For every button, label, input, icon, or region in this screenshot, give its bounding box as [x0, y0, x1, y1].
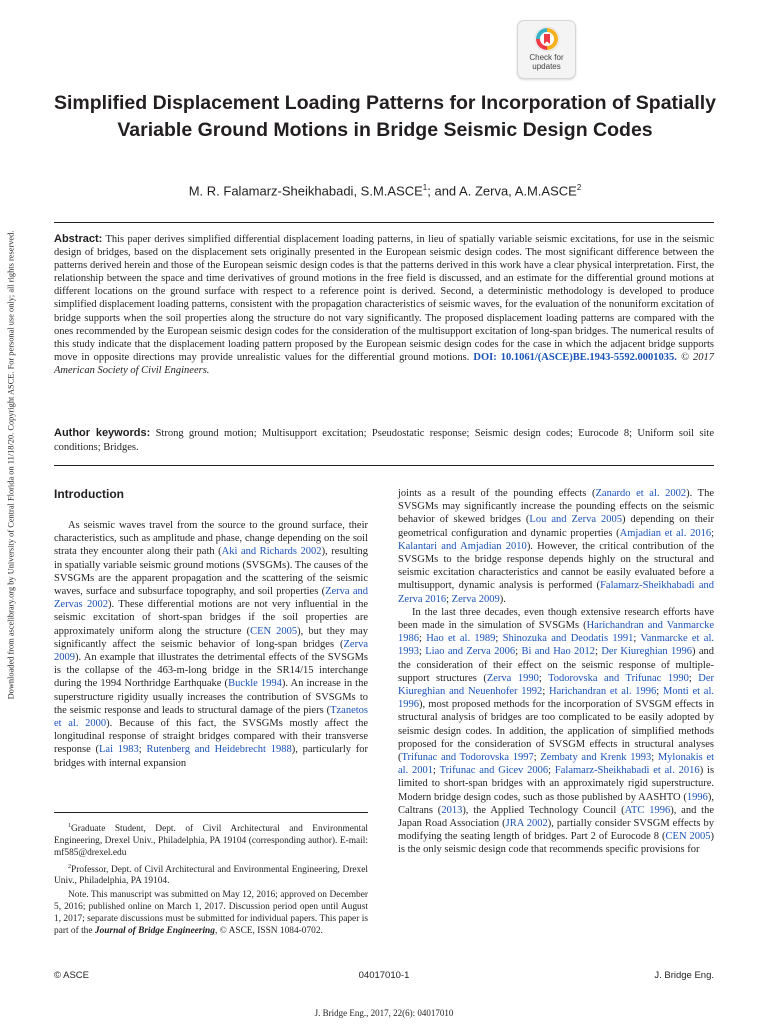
submission-note-text: Note. This manuscript was submitted on May 12, 2016; approved on December 5, 2016; published online on March 1, 2017. Discussion period open until August 1, 2017; separate discussions must be submitted for individual papers. This paper is part of the — [54, 890, 368, 936]
citation-link[interactable]: Harichandran et al. 1996 — [549, 686, 657, 698]
citation-link[interactable]: Rutenberg and Heidebrecht 1988 — [146, 744, 292, 756]
abstract-copyright: © 2017 American Society of Civil Engineers. — [54, 351, 714, 376]
footnotes — [54, 812, 368, 939]
text-run: ; — [688, 672, 699, 684]
author-line — [40, 183, 730, 198]
citation-link[interactable]: JRA 2002 — [505, 818, 548, 830]
text-run: ) and the consideration of their effect on the seismic response of multiple-support structures ( — [398, 646, 714, 684]
text-run: ; — [419, 633, 427, 645]
text-run: ; — [495, 633, 503, 645]
text-run: ; — [538, 672, 549, 684]
author-separator: ; and A. Zerva, A.M.ASCE — [427, 183, 577, 199]
citation-link[interactable]: Lou and Zerva 2005 — [529, 514, 622, 526]
citation-link[interactable]: Zerva 2009 — [54, 638, 368, 664]
keywords-paragraph — [54, 427, 714, 454]
text-run: ), Caltrans ( — [398, 791, 714, 816]
issn-text: , © ASCE, ISSN 1084-0702. — [214, 925, 323, 936]
text-run: ) depending on their geometrical configuration and dynamic properties ( — [398, 514, 714, 539]
citation-link[interactable]: Trifunac and Gicev 2006 — [439, 765, 549, 777]
text-run: ; — [533, 752, 541, 764]
text-run: joints as a result of the pounding effects ( — [398, 488, 596, 499]
doi-link[interactable]: DOI: 10.1061/(ASCE)BE.1943-5592.0001035. — [473, 351, 677, 363]
citation-link[interactable]: CEN 2005 — [665, 831, 711, 843]
text-run: ). These differential motions are not very influential in the seismic excitation of short-span bridges if the soil properties are approximately uniform along the structure ( — [54, 599, 368, 637]
text-run: ; — [419, 646, 426, 658]
text-run: ; — [656, 686, 663, 698]
keywords-text: Strong ground motion; Multisupport excitation; Pseudostatic response; Seismic design codes; Eurocode 8; Uniform soil site conditions; Bridges. — [54, 428, 714, 453]
citation-link[interactable]: Tzanetos et al. 2000 — [54, 704, 368, 730]
footer-article-number: 04017010-1 — [358, 970, 410, 981]
abstract-text: This paper derives simplified differential displacement loading patterns, in lieu of spatially variable seismic excitations, for use in the seismic design of bridges, based on the displacement sets originally presented in the European seismic design codes. The most significant difference between the patterns derived herein and those of the European seismic design codes is that the patterns derived in this work have a clear physical interpretation. First, the relationship between the space and time derivatives of ground motions in the free field is discussed, and an estimate for the differential ground motions at different locations on the ground surface with respect to a reference point is derived. Second, a deterministic methodology is developed to produce simplified displacement loading patterns, consistent with the propagation characteristics of seismic waves, for the evaluation of the nonuniform excitation of bridge supports when the soil properties along the structure do not vary significantly. The proposed displacement loading patterns are compared with the ones recommended by the European seismic design codes for the consideration of the multisupport excitation of long-span bridges. The numerical results of this study indicate that the displacement loading pattern proposed by the European seismic design codes for the case in which the adjacent bridge supports move in opposite directions may provide unrealistic values for the differential ground motions. — [54, 234, 714, 363]
text-run: ), the Applied Technology Council ( — [462, 804, 625, 816]
citation-link[interactable]: CEN 2005 — [250, 625, 298, 637]
text-run: ; — [595, 646, 602, 658]
footnote-2-mark: 2 — [68, 863, 71, 870]
citation-link[interactable]: Harichandran and Vanmarcke 1986 — [398, 620, 714, 645]
download-notice-text: Downloaded from ascelibrary.org by University of Central Florida on 11/18/20. Copyright ASCE. For personal use only; all rights reserved. — [6, 230, 16, 700]
citation-link[interactable]: Hao et al. 1989 — [426, 633, 496, 645]
paper-title: Simplified Displacement Loading Patterns for Incorporation of Spatially Variable Ground Motions in Bridge Seismic Design Codes — [53, 92, 716, 141]
text-run: ). The SVSGMs may significantly increase the pounding effects on the seismic behavior of skewed bridges ( — [398, 488, 714, 526]
citation-link[interactable]: Mylonakis et al. 2001 — [398, 752, 715, 777]
footnote-1-text: Graduate Student, Dept. of Civil Architectural and Environmental Engineering, Drexel Univ., Philadelphia, PA 19104 (corresponding author). E-mail: mf585@drexel.edu — [54, 824, 368, 858]
text-run: ), and the Japan Road Association ( — [398, 804, 714, 830]
citation-link[interactable]: Todorovska and Trifunac 1990 — [548, 672, 689, 684]
citation-link[interactable]: Falamarz-Sheikhabadi and Zerva 2016 — [398, 580, 714, 605]
text-run: ), particularly for bridges with internal expansion — [54, 744, 369, 769]
citation-link[interactable]: Der Kiureghian 1996 — [601, 646, 692, 658]
journal-name: Journal of Bridge Engineering — [94, 925, 215, 936]
citation-link[interactable]: 2013 — [441, 804, 463, 816]
footnote-1-mark: 1 — [68, 823, 71, 829]
text-run: ). However, the critical contribution of the SVSGMs to the bridge response depends highly on the structural and seismic excitation characteristics and cannot be easily evaluated before a multisupport, dynamic analysis is performed ( — [398, 540, 714, 592]
abstract-section — [54, 222, 714, 466]
check-for-updates-label: Check for updates — [529, 53, 564, 71]
footnote-2-text: Professor, Dept. of Civil Architectural and Environmental Engineering, Drexel Univ., Philadelphia, PA 19104. — [54, 864, 368, 887]
author-1-affiliation-mark: 1 — [422, 183, 428, 192]
author-2-affiliation-mark: 2 — [576, 183, 582, 192]
text-run: ; — [446, 593, 452, 605]
citation-line: J. Bridge Eng., 2017, 22(6): 04017010 — [314, 1008, 454, 1018]
text-run: ), resulting in spatially variable seismic ground motions (SVSGMs). The causes of the SVSGMs are the apparent propagation and the scattering of the seismic waves, surface and subsurface topography, and soil properties ( — [54, 546, 368, 598]
footer-journal-abbrev: J. Bridge Eng. — [654, 970, 714, 981]
left-column — [54, 487, 368, 770]
author-1-name: M. R. Falamarz-Sheikhabadi, S.M.ASCE — [188, 183, 423, 199]
abstract-label: Abstract: — [54, 233, 103, 245]
abstract-paragraph — [54, 233, 714, 377]
text-run: ), but they may significantly affect the seismic behavior of long-span bridges ( — [54, 625, 368, 650]
citation-link[interactable]: Bi and Hao 2012 — [521, 646, 596, 658]
intro-paragraph-1-continued — [398, 487, 714, 606]
text-run: ), most proposed methods for the incorporation of SVSGM effects in structural analysis of bridges are too complicated to be easily adopted by seismic design codes. In addition, the application of simplified methods proposed for the consideration of SVSGM effects in structural analyses ( — [398, 699, 714, 764]
text-run: ), partially consider SVSGM effects by modifying the seating length of bridges. Part 2 of Eurocode 8 ( — [398, 818, 714, 843]
citation-link[interactable]: Zerva 2009 — [451, 593, 500, 605]
citation-link[interactable]: Kalantari and Amjadian 2010 — [398, 540, 527, 552]
text-run: ) is the only seismic design code that recommends specific provisions for — [398, 831, 715, 856]
citation-link[interactable]: Zembaty and Krenk 1993 — [540, 752, 652, 764]
citation-link[interactable]: Zerva 1990 — [486, 672, 539, 684]
intro-paragraph-1 — [54, 519, 368, 770]
text-run: ). An example that illustrates the detrimental effects of the SVSGMs is the collapse of the 463-m-long bridge in the SR14/15 interchange during the 1994 Northridge Earthquake ( — [54, 652, 368, 690]
section-heading-introduction: Introduction — [54, 487, 124, 501]
citation-link[interactable]: ATC 1996 — [624, 804, 671, 816]
intro-paragraph-2 — [398, 606, 714, 857]
citation-link[interactable]: Vanmarcke et al. 1993 — [398, 633, 714, 658]
citation-link[interactable]: Amjadian et al. 2016 — [619, 527, 712, 539]
keywords-label: Author keywords: — [54, 427, 151, 439]
download-notice-sidebar — [0, 215, 22, 715]
text-run: ; — [433, 765, 440, 777]
text-run: ). An increase in the superstructure rigidity usually increases the contribution of SVSGMs to the seismic response and leads to structural damage of the piers ( — [54, 678, 368, 716]
citation-link[interactable]: Aki and Richards 2002 — [221, 546, 322, 558]
citation-link[interactable]: Shinozuka and Deodatis 1991 — [502, 633, 634, 645]
check-for-updates-badge[interactable] — [517, 20, 576, 79]
text-run: ). — [499, 593, 506, 605]
text-run: ; — [633, 633, 641, 645]
text-run: ). Because of this fact, the SVSGMs mostly affect the longitudinal response of straight bridges compared with their transverse response ( — [54, 718, 369, 756]
citation-link[interactable]: Zanardo et al. 2002 — [595, 488, 687, 499]
citation-link[interactable]: Zerva and Zervas 2002 — [54, 586, 368, 611]
page-footer — [54, 970, 714, 984]
text-run: ; — [542, 686, 550, 698]
text-run: ; — [515, 646, 522, 658]
citation-link[interactable]: Liao and Zerva 2006 — [425, 646, 516, 658]
text-run: In the last three decades, even though extensive research efforts have been made in the simulation of SVSGMs ( — [398, 606, 714, 632]
citation-link[interactable]: Falamarz-Sheikhabadi et al. 2016 — [554, 765, 700, 777]
citation-link[interactable]: 1996 — [686, 791, 708, 803]
text-run: ; — [548, 765, 555, 777]
footer-copyright: © ASCE — [54, 970, 89, 981]
text-run: As seismic waves travel from the source to the ground surface, their characteristics, such as amplitude and phase, change depending on the soil strata they encounter along their path ( — [54, 520, 368, 558]
crossmark-icon — [534, 26, 560, 52]
footnote-1 — [54, 821, 368, 860]
text-run: ; — [711, 527, 715, 539]
text-run: ; — [138, 744, 147, 756]
submission-note — [54, 890, 368, 937]
citation-link[interactable]: Lai 1983 — [99, 744, 139, 756]
citation-link[interactable]: Der Kiureghian and Neuenhofer 1992 — [398, 672, 715, 698]
text-run: ; — [651, 752, 658, 764]
right-column — [398, 487, 714, 857]
citation-link[interactable]: Buckle 1994 — [228, 678, 282, 690]
footnote-2 — [54, 862, 368, 889]
citation-link[interactable]: Monti et al. 1996 — [398, 686, 715, 711]
text-run: ) is limited to short-span bridges with an approximately rigid superstructure. Modern bridge design codes, such as those published by AASHTO ( — [398, 765, 715, 803]
citation-link[interactable]: Trifunac and Todorovska 1997 — [401, 752, 534, 764]
